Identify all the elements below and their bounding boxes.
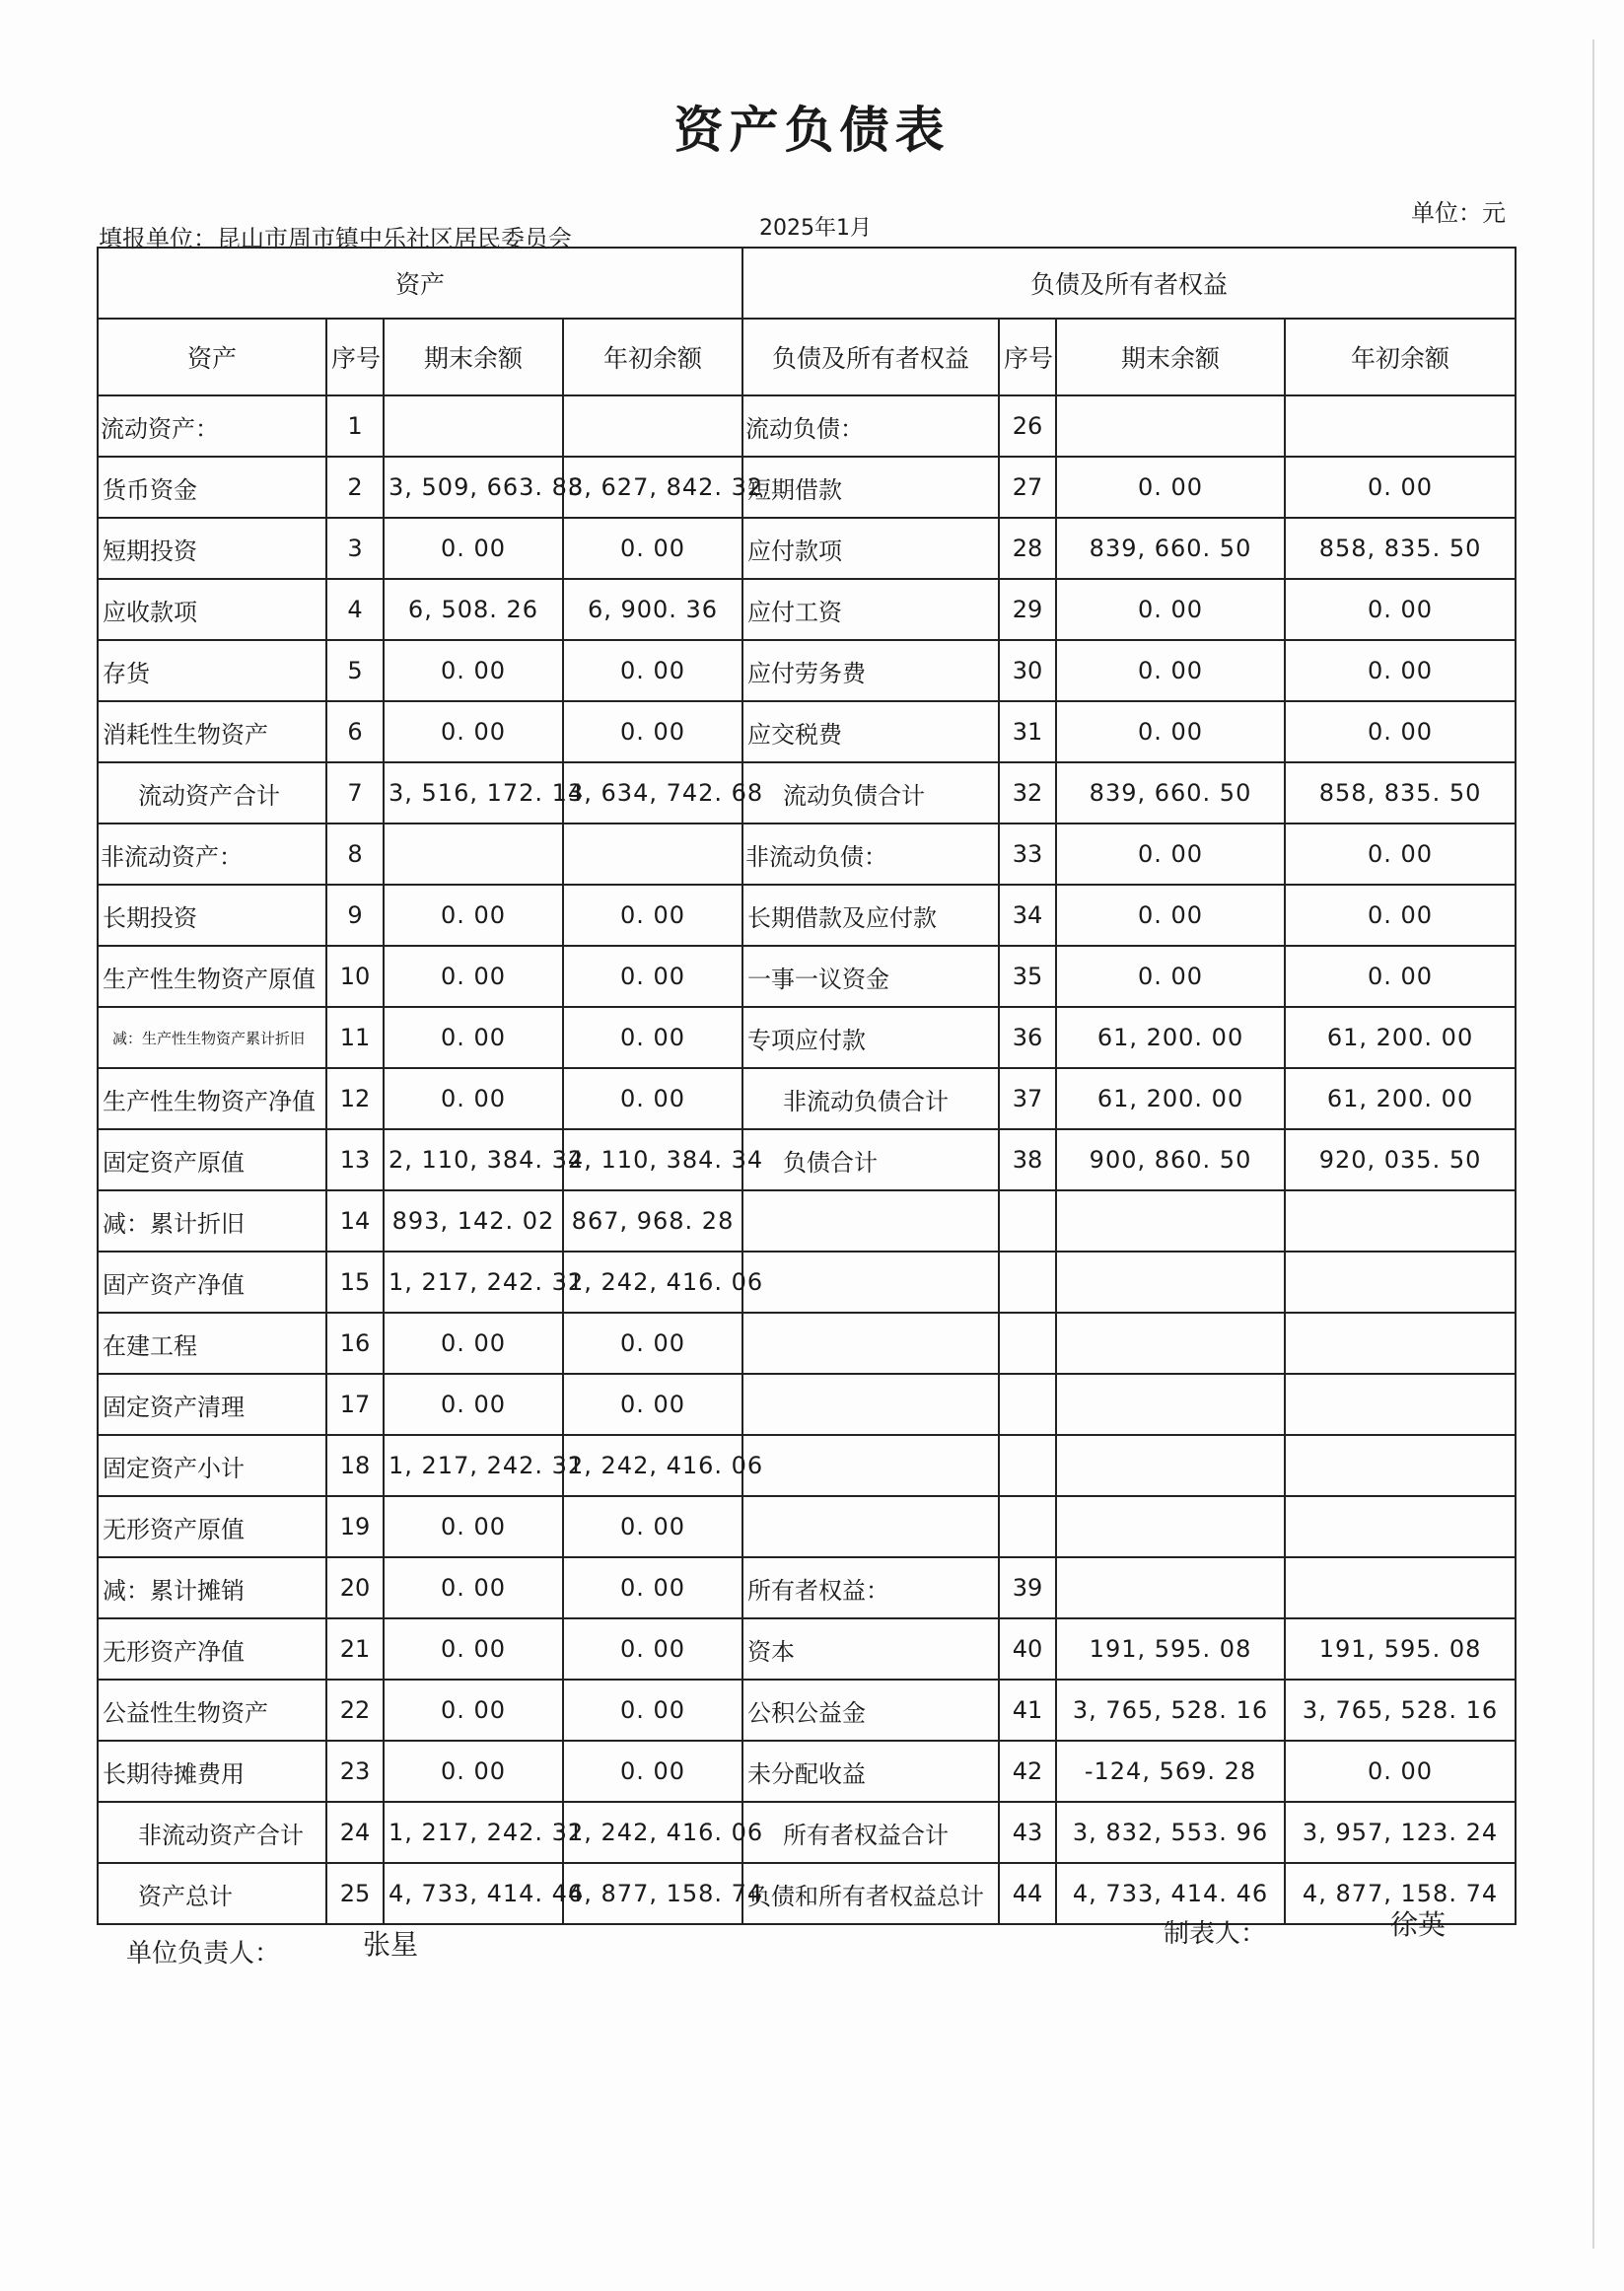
reporting-entity: 填报单位：昆山市周市镇中乐社区居民委员会 bbox=[99, 225, 572, 252]
liability-end-balance bbox=[1056, 1496, 1285, 1557]
asset-seq: 10 bbox=[326, 946, 384, 1007]
head-signature: 张星 bbox=[363, 1928, 419, 1961]
liability-name: 流动负债合计 bbox=[742, 762, 999, 823]
asset-name: 消耗性生物资产 bbox=[98, 701, 326, 762]
table-row bbox=[98, 1802, 1516, 1863]
asset-name: 减：生产性生物资产累计折旧 bbox=[98, 1007, 326, 1068]
unit-label: 单位：元 bbox=[1411, 199, 1506, 227]
asset-begin-balance: 0. 00 bbox=[563, 1068, 742, 1129]
liability-end-balance: 0. 00 bbox=[1056, 946, 1285, 1007]
liability-name: 所有者权益： bbox=[742, 1557, 999, 1618]
liability-seq: 29 bbox=[999, 579, 1056, 640]
table-row bbox=[98, 1313, 1516, 1374]
asset-name: 减：累计摊销 bbox=[98, 1557, 326, 1618]
liability-name: 未分配收益 bbox=[742, 1741, 999, 1802]
liability-name bbox=[742, 1252, 999, 1313]
liability-name bbox=[742, 1190, 999, 1252]
asset-seq: 25 bbox=[326, 1863, 384, 1924]
asset-end-balance: 1, 217, 242. 32 bbox=[384, 1802, 563, 1863]
table-row bbox=[98, 1129, 1516, 1190]
liability-seq: 37 bbox=[999, 1068, 1056, 1129]
asset-seq: 2 bbox=[326, 457, 384, 518]
asset-end-balance bbox=[384, 395, 563, 457]
table-row bbox=[98, 1680, 1516, 1741]
asset-begin-balance: 3, 627, 842. 32 bbox=[563, 457, 742, 518]
section-header-row bbox=[98, 248, 1516, 319]
asset-name: 非流动资产合计 bbox=[98, 1802, 326, 1863]
liability-seq bbox=[999, 1496, 1056, 1557]
liability-seq: 35 bbox=[999, 946, 1056, 1007]
asset-seq: 8 bbox=[326, 823, 384, 885]
asset-seq: 5 bbox=[326, 640, 384, 701]
liability-end-balance: 61, 200. 00 bbox=[1056, 1068, 1285, 1129]
liability-begin-balance: 3, 765, 528. 16 bbox=[1285, 1680, 1516, 1741]
liability-name: 应付劳务费 bbox=[742, 640, 999, 701]
asset-end-balance: 893, 142. 02 bbox=[384, 1190, 563, 1252]
liability-name: 长期借款及应付款 bbox=[742, 885, 999, 946]
asset-name: 公益性生物资产 bbox=[98, 1680, 326, 1741]
liability-seq: 30 bbox=[999, 640, 1056, 701]
table-row bbox=[98, 1068, 1516, 1129]
table-row bbox=[98, 762, 1516, 823]
asset-seq: 24 bbox=[326, 1802, 384, 1863]
table-row bbox=[98, 1496, 1516, 1557]
liability-begin-balance: 0. 00 bbox=[1285, 640, 1516, 701]
liability-seq: 31 bbox=[999, 701, 1056, 762]
liability-end-balance: 0. 00 bbox=[1056, 823, 1285, 885]
asset-begin-balance: 0. 00 bbox=[563, 1313, 742, 1374]
head-label: 单位负责人： bbox=[126, 1939, 281, 1969]
liability-seq: 34 bbox=[999, 885, 1056, 946]
liability-begin-balance: 0. 00 bbox=[1285, 946, 1516, 1007]
asset-end-balance: 0. 00 bbox=[384, 1741, 563, 1802]
asset-begin-balance: 0. 00 bbox=[563, 640, 742, 701]
col-asset: 资产 bbox=[98, 319, 326, 395]
liability-end-balance: 0. 00 bbox=[1056, 640, 1285, 701]
asset-seq: 11 bbox=[326, 1007, 384, 1068]
liability-name: 非流动负债： bbox=[742, 823, 999, 885]
asset-seq: 9 bbox=[326, 885, 384, 946]
table-row bbox=[98, 1252, 1516, 1313]
asset-name: 长期投资 bbox=[98, 885, 326, 946]
asset-end-balance: 0. 00 bbox=[384, 885, 563, 946]
liability-seq: 39 bbox=[999, 1557, 1056, 1618]
liability-end-balance bbox=[1056, 1557, 1285, 1618]
asset-seq: 12 bbox=[326, 1068, 384, 1129]
asset-end-balance: 0. 00 bbox=[384, 946, 563, 1007]
table-row bbox=[98, 823, 1516, 885]
preparer-label: 制表人： bbox=[1164, 1919, 1267, 1949]
liability-end-balance bbox=[1056, 1190, 1285, 1252]
asset-begin-balance: 0. 00 bbox=[563, 1007, 742, 1068]
liability-end-balance: 0. 00 bbox=[1056, 701, 1285, 762]
asset-seq: 19 bbox=[326, 1496, 384, 1557]
liability-seq: 36 bbox=[999, 1007, 1056, 1068]
asset-end-balance: 0. 00 bbox=[384, 1496, 563, 1557]
asset-end-balance: 0. 00 bbox=[384, 1557, 563, 1618]
liability-name bbox=[742, 1435, 999, 1496]
asset-end-balance: 0. 00 bbox=[384, 1313, 563, 1374]
liability-name: 流动负债： bbox=[742, 395, 999, 457]
asset-name: 生产性生物资产净值 bbox=[98, 1068, 326, 1129]
liability-seq bbox=[999, 1435, 1056, 1496]
liability-name: 应付款项 bbox=[742, 518, 999, 579]
asset-name: 无形资产净值 bbox=[98, 1618, 326, 1680]
liability-begin-balance bbox=[1285, 1313, 1516, 1374]
liability-begin-balance bbox=[1285, 1190, 1516, 1252]
preparer-signature: 徐英 bbox=[1390, 1908, 1447, 1941]
asset-begin-balance: 1, 242, 416. 06 bbox=[563, 1252, 742, 1313]
asset-name: 货币资金 bbox=[98, 457, 326, 518]
liability-begin-balance: 0. 00 bbox=[1285, 457, 1516, 518]
liability-end-balance: 191, 595. 08 bbox=[1056, 1618, 1285, 1680]
liability-begin-balance: 61, 200. 00 bbox=[1285, 1068, 1516, 1129]
asset-name: 固定资产小计 bbox=[98, 1435, 326, 1496]
asset-name: 资产总计 bbox=[98, 1863, 326, 1924]
liability-name bbox=[742, 1374, 999, 1435]
asset-end-balance: 0. 00 bbox=[384, 1007, 563, 1068]
liability-end-balance: 61, 200. 00 bbox=[1056, 1007, 1285, 1068]
liability-end-balance: 900, 860. 50 bbox=[1056, 1129, 1285, 1190]
asset-begin-balance: 0. 00 bbox=[563, 1374, 742, 1435]
asset-name: 固定资产原值 bbox=[98, 1129, 326, 1190]
liability-seq: 41 bbox=[999, 1680, 1056, 1741]
asset-name: 生产性生物资产原值 bbox=[98, 946, 326, 1007]
liability-name: 非流动负债合计 bbox=[742, 1068, 999, 1129]
table-row bbox=[98, 1190, 1516, 1252]
table-row bbox=[98, 946, 1516, 1007]
liability-begin-balance: 0. 00 bbox=[1285, 823, 1516, 885]
asset-begin-balance: 0. 00 bbox=[563, 1496, 742, 1557]
asset-seq: 17 bbox=[326, 1374, 384, 1435]
scan-edge-line bbox=[1592, 39, 1594, 2249]
asset-name: 存货 bbox=[98, 640, 326, 701]
table-row bbox=[98, 885, 1516, 946]
table-row bbox=[98, 1557, 1516, 1618]
asset-seq: 23 bbox=[326, 1741, 384, 1802]
asset-seq: 1 bbox=[326, 395, 384, 457]
liability-name: 专项应付款 bbox=[742, 1007, 999, 1068]
liability-end-balance: 0. 00 bbox=[1056, 885, 1285, 946]
liability-seq: 43 bbox=[999, 1802, 1056, 1863]
liability-begin-balance: 0. 00 bbox=[1285, 1741, 1516, 1802]
col-liability-begin: 年初余额 bbox=[1285, 319, 1516, 395]
col-liability-end: 期末余额 bbox=[1056, 319, 1285, 395]
asset-begin-balance: 867, 968. 28 bbox=[563, 1190, 742, 1252]
asset-end-balance bbox=[384, 823, 563, 885]
asset-end-balance: 1, 217, 242. 32 bbox=[384, 1252, 563, 1313]
asset-end-balance: 3, 509, 663. 88 bbox=[384, 457, 563, 518]
liability-begin-balance bbox=[1285, 1557, 1516, 1618]
table-row bbox=[98, 579, 1516, 640]
asset-name: 在建工程 bbox=[98, 1313, 326, 1374]
report-period: 2025年1月 bbox=[759, 216, 872, 241]
liability-seq: 27 bbox=[999, 457, 1056, 518]
liability-seq: 42 bbox=[999, 1741, 1056, 1802]
liability-seq bbox=[999, 1190, 1056, 1252]
liability-end-balance: 4, 733, 414. 46 bbox=[1056, 1863, 1285, 1924]
asset-begin-balance: 0. 00 bbox=[563, 701, 742, 762]
liability-name: 所有者权益合计 bbox=[742, 1802, 999, 1863]
liability-name: 应付工资 bbox=[742, 579, 999, 640]
liability-end-balance bbox=[1056, 1435, 1285, 1496]
liability-begin-balance bbox=[1285, 1435, 1516, 1496]
asset-seq: 3 bbox=[326, 518, 384, 579]
asset-seq: 22 bbox=[326, 1680, 384, 1741]
liability-end-balance: -124, 569. 28 bbox=[1056, 1741, 1285, 1802]
liability-end-balance bbox=[1056, 395, 1285, 457]
liability-end-balance: 0. 00 bbox=[1056, 579, 1285, 640]
col-asset-begin: 年初余额 bbox=[563, 319, 742, 395]
balance-sheet-body bbox=[98, 395, 1516, 1924]
col-asset-end: 期末余额 bbox=[384, 319, 563, 395]
asset-begin-balance bbox=[563, 395, 742, 457]
asset-begin-balance: 0. 00 bbox=[563, 1680, 742, 1741]
liability-seq: 40 bbox=[999, 1618, 1056, 1680]
column-header-row bbox=[98, 319, 1516, 395]
table-row bbox=[98, 1741, 1516, 1802]
asset-seq: 18 bbox=[326, 1435, 384, 1496]
asset-end-balance: 0. 00 bbox=[384, 1618, 563, 1680]
liability-seq bbox=[999, 1252, 1056, 1313]
asset-name: 流动资产合计 bbox=[98, 762, 326, 823]
liability-begin-balance bbox=[1285, 1252, 1516, 1313]
liability-name bbox=[742, 1496, 999, 1557]
liability-seq: 32 bbox=[999, 762, 1056, 823]
asset-end-balance: 0. 00 bbox=[384, 518, 563, 579]
liability-name: 负债和所有者权益总计 bbox=[742, 1863, 999, 1924]
col-liability: 负债及所有者权益 bbox=[742, 319, 999, 395]
table-row bbox=[98, 518, 1516, 579]
asset-end-balance: 0. 00 bbox=[384, 640, 563, 701]
asset-end-balance: 6, 508. 26 bbox=[384, 579, 563, 640]
balance-sheet-table bbox=[97, 247, 1517, 1925]
table-row bbox=[98, 1374, 1516, 1435]
asset-end-balance: 4, 733, 414. 46 bbox=[384, 1863, 563, 1924]
asset-begin-balance: 0. 00 bbox=[563, 518, 742, 579]
asset-begin-balance: 1, 242, 416. 06 bbox=[563, 1435, 742, 1496]
liability-end-balance: 3, 765, 528. 16 bbox=[1056, 1680, 1285, 1741]
asset-seq: 16 bbox=[326, 1313, 384, 1374]
liability-begin-balance: 4, 877, 158. 74 bbox=[1285, 1863, 1516, 1924]
asset-name: 固产资产净值 bbox=[98, 1252, 326, 1313]
asset-begin-balance: 2, 110, 384. 34 bbox=[563, 1129, 742, 1190]
asset-begin-balance bbox=[563, 823, 742, 885]
liability-begin-balance: 858, 835. 50 bbox=[1285, 518, 1516, 579]
asset-end-balance: 0. 00 bbox=[384, 701, 563, 762]
asset-end-balance: 0. 00 bbox=[384, 1374, 563, 1435]
liability-begin-balance bbox=[1285, 1496, 1516, 1557]
liability-name: 一事一议资金 bbox=[742, 946, 999, 1007]
liability-seq: 26 bbox=[999, 395, 1056, 457]
asset-seq: 21 bbox=[326, 1618, 384, 1680]
liability-begin-balance: 920, 035. 50 bbox=[1285, 1129, 1516, 1190]
table-row bbox=[98, 457, 1516, 518]
liability-begin-balance bbox=[1285, 395, 1516, 457]
asset-name: 无形资产原值 bbox=[98, 1496, 326, 1557]
table-row bbox=[98, 1007, 1516, 1068]
asset-seq: 15 bbox=[326, 1252, 384, 1313]
asset-end-balance: 3, 516, 172. 14 bbox=[384, 762, 563, 823]
asset-end-balance: 2, 110, 384. 34 bbox=[384, 1129, 563, 1190]
asset-name: 固定资产清理 bbox=[98, 1374, 326, 1435]
liability-begin-balance: 858, 835. 50 bbox=[1285, 762, 1516, 823]
asset-seq: 4 bbox=[326, 579, 384, 640]
asset-begin-balance: 0. 00 bbox=[563, 885, 742, 946]
liability-name: 应交税费 bbox=[742, 701, 999, 762]
liability-seq bbox=[999, 1374, 1056, 1435]
liability-begin-balance: 0. 00 bbox=[1285, 579, 1516, 640]
table-row bbox=[98, 1618, 1516, 1680]
liability-end-balance: 839, 660. 50 bbox=[1056, 762, 1285, 823]
asset-begin-balance: 1, 242, 416. 06 bbox=[563, 1802, 742, 1863]
liability-seq: 33 bbox=[999, 823, 1056, 885]
asset-name: 短期投资 bbox=[98, 518, 326, 579]
page-title: 资产负债表 bbox=[673, 102, 951, 159]
liability-begin-balance: 61, 200. 00 bbox=[1285, 1007, 1516, 1068]
asset-begin-balance: 3, 634, 742. 68 bbox=[563, 762, 742, 823]
liability-begin-balance: 0. 00 bbox=[1285, 885, 1516, 946]
liability-seq: 44 bbox=[999, 1863, 1056, 1924]
asset-seq: 20 bbox=[326, 1557, 384, 1618]
liability-end-balance bbox=[1056, 1313, 1285, 1374]
liability-begin-balance bbox=[1285, 1374, 1516, 1435]
asset-begin-balance: 0. 00 bbox=[563, 1618, 742, 1680]
liability-begin-balance: 0. 00 bbox=[1285, 701, 1516, 762]
table-row bbox=[98, 640, 1516, 701]
asset-name: 减：累计折旧 bbox=[98, 1190, 326, 1252]
asset-begin-balance: 0. 00 bbox=[563, 1557, 742, 1618]
asset-begin-balance: 0. 00 bbox=[563, 946, 742, 1007]
asset-end-balance: 1, 217, 242. 32 bbox=[384, 1435, 563, 1496]
liability-name: 公积公益金 bbox=[742, 1680, 999, 1741]
asset-seq: 14 bbox=[326, 1190, 384, 1252]
asset-name: 流动资产： bbox=[98, 395, 326, 457]
liability-end-balance: 839, 660. 50 bbox=[1056, 518, 1285, 579]
asset-end-balance: 0. 00 bbox=[384, 1068, 563, 1129]
liability-end-balance bbox=[1056, 1374, 1285, 1435]
asset-seq: 6 bbox=[326, 701, 384, 762]
liability-name bbox=[742, 1313, 999, 1374]
asset-seq: 13 bbox=[326, 1129, 384, 1190]
assets-section-header: 资产 bbox=[98, 248, 742, 319]
liabilities-section-header: 负债及所有者权益 bbox=[742, 248, 1516, 319]
asset-name: 非流动资产： bbox=[98, 823, 326, 885]
liability-begin-balance: 3, 957, 123. 24 bbox=[1285, 1802, 1516, 1863]
liability-seq: 38 bbox=[999, 1129, 1056, 1190]
asset-begin-balance: 6, 900. 36 bbox=[563, 579, 742, 640]
liability-seq bbox=[999, 1313, 1056, 1374]
liability-name: 资本 bbox=[742, 1618, 999, 1680]
asset-begin-balance: 0. 00 bbox=[563, 1741, 742, 1802]
liability-end-balance: 0. 00 bbox=[1056, 457, 1285, 518]
liability-end-balance: 3, 832, 553. 96 bbox=[1056, 1802, 1285, 1863]
liability-name: 短期借款 bbox=[742, 457, 999, 518]
table-row bbox=[98, 701, 1516, 762]
liability-seq: 28 bbox=[999, 518, 1056, 579]
asset-name: 长期待摊费用 bbox=[98, 1741, 326, 1802]
table-row bbox=[98, 395, 1516, 457]
asset-name: 应收款项 bbox=[98, 579, 326, 640]
col-liability-seq: 序号 bbox=[999, 319, 1056, 395]
asset-begin-balance: 4, 877, 158. 74 bbox=[563, 1863, 742, 1924]
table-row bbox=[98, 1435, 1516, 1496]
asset-seq: 7 bbox=[326, 762, 384, 823]
col-asset-seq: 序号 bbox=[326, 319, 384, 395]
asset-end-balance: 0. 00 bbox=[384, 1680, 563, 1741]
liability-end-balance bbox=[1056, 1252, 1285, 1313]
liability-name: 负债合计 bbox=[742, 1129, 999, 1190]
table-row bbox=[98, 1863, 1516, 1924]
liability-begin-balance: 191, 595. 08 bbox=[1285, 1618, 1516, 1680]
